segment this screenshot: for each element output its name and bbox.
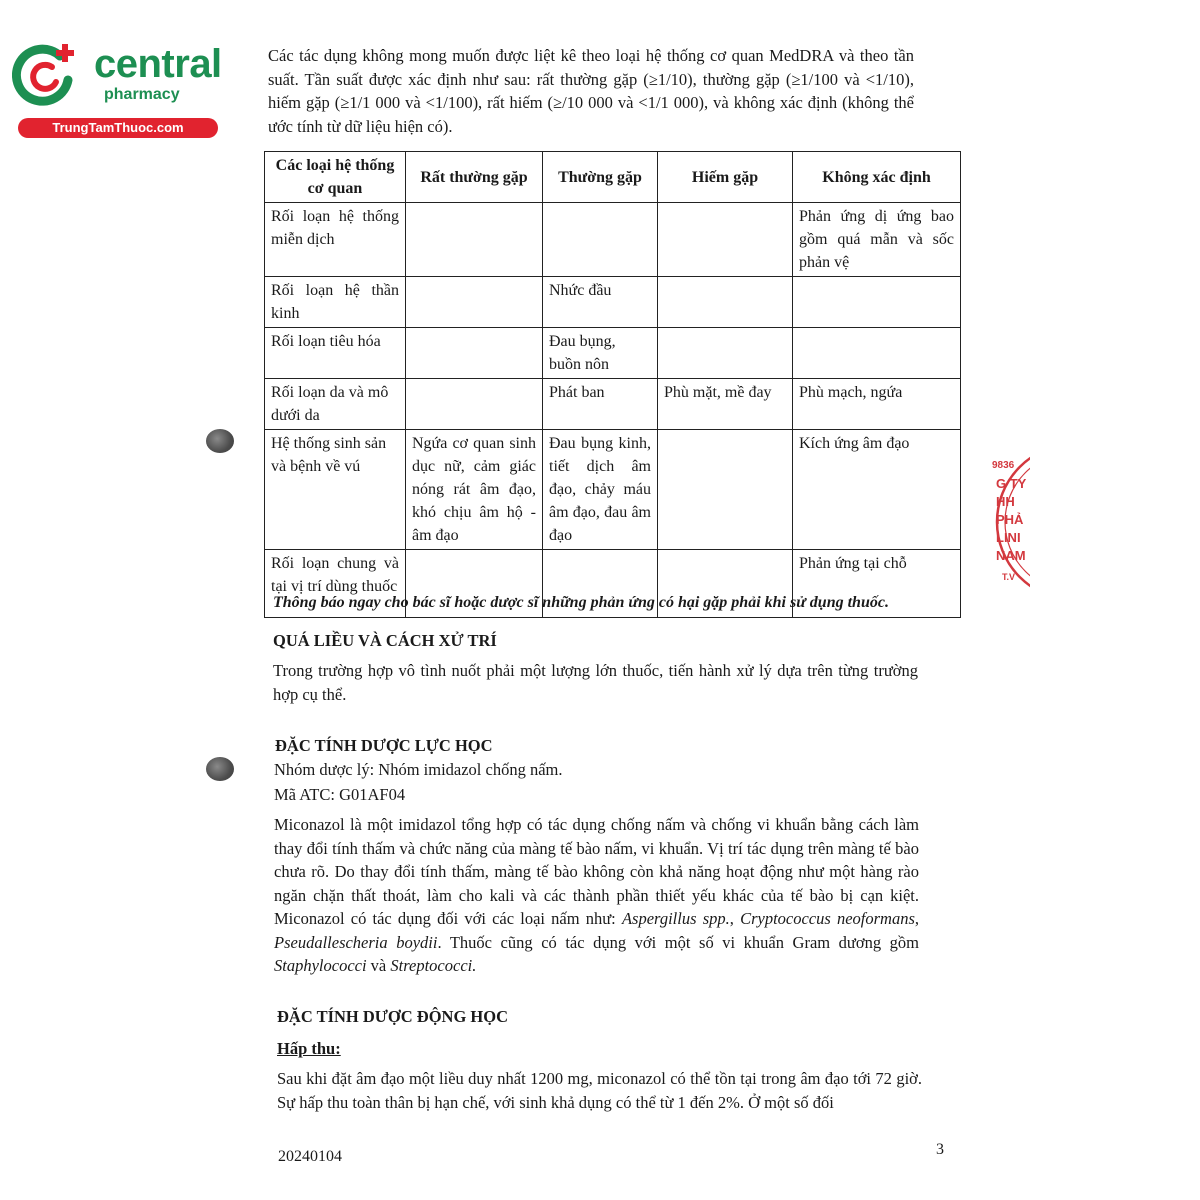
page-number: 3 bbox=[936, 1141, 944, 1158]
table-cell: Phản ứng dị ứng bao gồm quá mẫn và sốc phản vệ bbox=[793, 203, 961, 277]
pharmacokinetics-heading: ĐẶC TÍNH DƯỢC ĐỘNG HỌC bbox=[277, 1007, 509, 1026]
punch-hole-icon bbox=[206, 757, 234, 781]
stamp-text: NAM bbox=[996, 548, 1026, 563]
logo-url-badge: TrungTamThuoc.com bbox=[18, 118, 218, 138]
table-row bbox=[265, 379, 961, 430]
table-header-cell: Các loại hệ thống cơ quan bbox=[265, 152, 406, 203]
punch-hole-icon bbox=[206, 429, 234, 453]
logo-sub-text: pharmacy bbox=[104, 86, 180, 103]
table-cell: Đau bụng, buồn nôn bbox=[543, 328, 658, 379]
table-cell bbox=[406, 277, 543, 328]
table-cell: Nhức đầu bbox=[543, 277, 658, 328]
stamp-text: HH bbox=[996, 494, 1015, 509]
species-name: Cryptococcus neoformans bbox=[740, 909, 915, 928]
atc-code: Mã ATC: G01AF04 bbox=[274, 785, 406, 804]
table-cell bbox=[406, 328, 543, 379]
table-cell: Phát ban bbox=[543, 379, 658, 430]
central-pharmacy-logo-mark-icon bbox=[12, 40, 78, 106]
table-cell: Rối loạn da và mô dưới da bbox=[265, 379, 406, 430]
paragraph-text: và bbox=[366, 956, 391, 975]
table-row bbox=[265, 203, 961, 277]
paragraph-text: , bbox=[914, 909, 920, 928]
stamp-text: PHẢ bbox=[996, 512, 1024, 527]
adverse-effects-table bbox=[264, 151, 961, 618]
pharmacodynamics-paragraph bbox=[274, 813, 919, 978]
table-cell bbox=[543, 203, 658, 277]
table-cell bbox=[406, 203, 543, 277]
table-header-cell: Hiếm gặp bbox=[658, 152, 793, 203]
paragraph-text: . Thuốc cũng có tác dụng với một số vi khuẩn Gram dương gồm bbox=[437, 932, 919, 952]
table-row bbox=[265, 277, 961, 328]
intro-paragraph: Các tác dụng không mong muốn được liệt kê theo loại hệ thống cơ quan MedDRA và theo tần suất. Tần suất được xác định như sau: rất thường gặp (≥1/10), thường gặp (≥1/100 và <1/10), hiếm gặp (≥1/1 000 và <1/100), rất hiếm (≥/10 000 và <1/1 000), và không xác định (không thể ước tính từ dữ liệu hiện có). bbox=[268, 46, 914, 136]
table-cell bbox=[658, 328, 793, 379]
table-cell bbox=[406, 379, 543, 430]
table-row bbox=[265, 430, 961, 550]
table-cell: Ngứa cơ quan sinh dục nữ, cảm giác nóng rát âm đạo, khó chịu âm hộ - âm đạo bbox=[406, 430, 543, 550]
table-cell bbox=[793, 328, 961, 379]
paragraph-text: , bbox=[729, 909, 741, 928]
table-cell: Rối loạn tiêu hóa bbox=[265, 328, 406, 379]
table-header-row bbox=[265, 152, 961, 203]
table-cell bbox=[658, 430, 793, 550]
table-header-cell: Không xác định bbox=[793, 152, 961, 203]
stamp-icon bbox=[990, 440, 1030, 605]
stamp-text: 9836 bbox=[992, 460, 1015, 471]
stamp-text: G TY bbox=[996, 476, 1027, 491]
table-row bbox=[265, 328, 961, 379]
table-cell: Kích ứng âm đạo bbox=[793, 430, 961, 550]
table-header-cell: Thường gặp bbox=[543, 152, 658, 203]
table-cell: Phản ứng tại chỗ bbox=[793, 550, 961, 618]
pharmacologic-group: Nhóm dược lý: Nhóm imidazol chống nấm. bbox=[274, 760, 563, 779]
table-cell: Rối loạn chung và tại vị trí dùng thuốc bbox=[265, 550, 406, 618]
stamp-text: T.V bbox=[1002, 572, 1016, 582]
absorption-subheading-text: Hấp thu: bbox=[277, 1039, 341, 1058]
pharmacodynamics-heading: ĐẶC TÍNH DƯỢC LỰC HỌC bbox=[275, 736, 493, 755]
overdose-paragraph: Trong trường hợp vô tình nuốt phải một lượng lớn thuốc, tiến hành xử lý dựa trên từng trường hợp cụ thể. bbox=[273, 661, 918, 704]
table-header-cell: Rất thường gặp bbox=[406, 152, 543, 203]
document-code: 20240104 bbox=[278, 1148, 342, 1165]
table-cell: Đau bụng kinh, tiết dịch âm đạo, chảy máu âm đạo, đau âm đạo bbox=[543, 430, 658, 550]
report-adverse-note: Thông báo ngay cho bác sĩ hoặc dược sĩ những phản ứng có hại gặp phải khi sử dụng thuốc. bbox=[273, 594, 889, 611]
table-cell bbox=[658, 203, 793, 277]
central-pharmacy-logo bbox=[8, 36, 222, 136]
table-cell: Rối loạn hệ thần kinh bbox=[265, 277, 406, 328]
table-cell: Phù mạch, ngứa bbox=[793, 379, 961, 430]
overdose-heading: QUÁ LIỀU VÀ CÁCH XỬ TRÍ bbox=[273, 631, 497, 650]
absorption-paragraph: Sau khi đặt âm đạo một liều duy nhất 1200 mg, miconazol có thể tồn tại trong âm đạo tới 72 giờ. Sự hấp thu toàn thân bị hạn chế, với sinh khả dụng có thể từ 1 đến 2%. Ở một số đối bbox=[277, 1069, 922, 1112]
paragraph-text: Miconazol là một imidazol tổng hợp có tác dụng chống nấm và chống vi khuẩn bằng cách làm thay đổi tính thấm và chức năng của màng tế bào nấm, vi khuẩn. Vị trí tác dụng trên màng tế bào chưa rõ. Do thay đổi tính thấm, màng tế bào không còn khả năng hoạt động như một hàng rào ngăn chặn thất thoát, làm cho kali và các thành phần thiết yếu khác của tế bào bị cạn kiệt. Miconazol có tác dụng đối với các loại nấm như: bbox=[274, 815, 919, 928]
table-cell bbox=[793, 277, 961, 328]
stamp-text: LINI bbox=[996, 530, 1021, 545]
table-cell: Rối loạn hệ thống miễn dịch bbox=[265, 203, 406, 277]
species-name: Staphylococci bbox=[274, 956, 367, 975]
table-cell: Phù mặt, mề đay bbox=[658, 379, 793, 430]
logo-brand-text: central bbox=[94, 42, 222, 86]
species-name: Pseudallescheria boydii bbox=[274, 932, 438, 952]
species-name: Aspergillus spp. bbox=[621, 909, 730, 928]
absorption-subheading bbox=[277, 1039, 341, 1059]
table-cell: Hệ thống sinh sản và bệnh về vú bbox=[265, 430, 406, 550]
species-name: Streptococci. bbox=[390, 956, 477, 975]
company-stamp bbox=[990, 440, 1030, 605]
table-cell bbox=[658, 277, 793, 328]
